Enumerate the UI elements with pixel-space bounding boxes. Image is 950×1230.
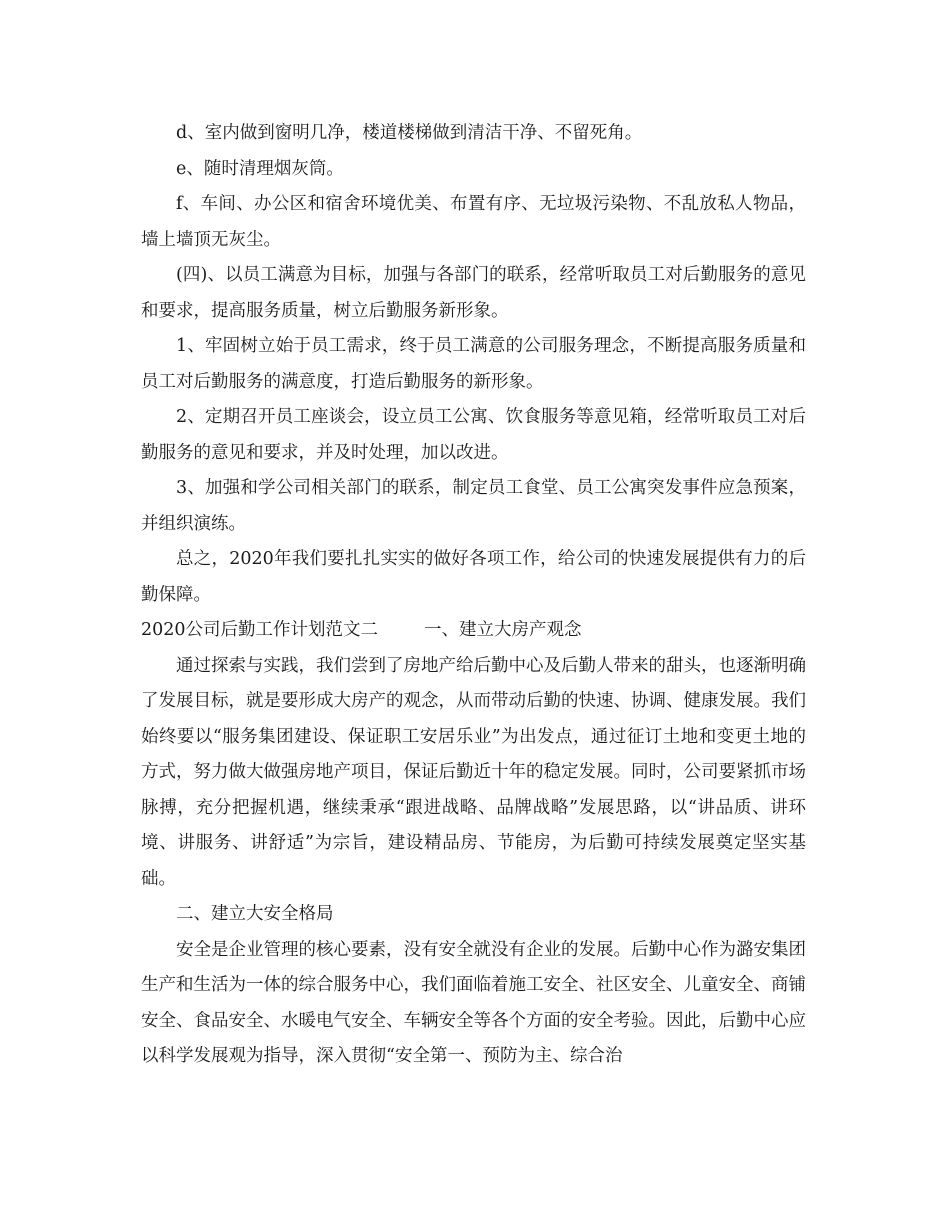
paragraph-item-2: 2、定期召开员工座谈会，设立员工公寓、饮食服务等意见箱，经常听取员工对后勤服务的意见和要求，并及时处理，加以改进。 bbox=[141, 407, 806, 463]
paragraph-summary: 总之，2020年我们要扎扎实实的做好各项工作，给公司的快速发展提供有力的后勤保障。 bbox=[141, 549, 806, 605]
heading-safety: 二、建立大安全格局 bbox=[176, 904, 334, 924]
paragraph-section-four: (四)、以员工满意为目标，加强与各部门的联系，经常听取员工对后勤服务的意见和要求，提高服务质量，树立后勤服务新形象。 bbox=[141, 265, 806, 321]
section-title: 2020公司后勤工作计划范文二 bbox=[141, 620, 379, 640]
section-heading-line bbox=[141, 613, 806, 649]
paragraph-real-estate: 通过探索与实践，我们尝到了房地产给后勤中心及后勤人带来的甜头，也逐渐明确了发展目标，就是要形成大房产的观念，从而带动后勤的快速、协调、健康发展。我们始终要以“服务集团建设、保证职工安居乐业”为出发点，通过征订土地和变更土地的方式，努力做大做强房地产项目，保证后勤近十年的稳定发展。同时，公司要紧抓市场脉搏，充分把握机遇，继续秉承“跟进战略、品牌战略”发展思路，以“讲品质、讲环境、讲服务、讲舒适”为宗旨，建设精品房、节能房，为后勤可持续发展奠定坚实基础。 bbox=[141, 655, 806, 889]
section-subtitle: 一、建立大房产观念 bbox=[424, 620, 582, 640]
document-body bbox=[141, 116, 806, 1075]
paragraph-item-1: 1、牢固树立始于员工需求，终于员工满意的公司服务理念，不断提高服务质量和员工对后勤服务的满意度，打造后勤服务的新形象。 bbox=[141, 336, 806, 392]
paragraph-item-e: e、随时清理烟灰筒。 bbox=[176, 158, 344, 179]
paragraph-item-3: 3、加强和学公司相关部门的联系，制定员工食堂、员工公寓突发事件应急预案，并组织演练。 bbox=[141, 478, 806, 534]
paragraph-safety: 安全是企业管理的核心要素，没有安全就没有企业的发展。后勤中心作为潞安集团生产和生活为一体的综合服务中心，我们面临着施工安全、社区安全、儿童安全、商铺安全、食品安全、水暖电气安全、车辆安全等各个方面的安全考验。因此，后勤中心应以科学发展观为指导，深入贯彻“安全第一、预防为主、综合治 bbox=[141, 939, 806, 1066]
paragraph-item-f: f、车间、办公区和宿舍环境优美、布置有序、无垃圾污染物、不乱放私人物品，墙上墙顶无灰尘。 bbox=[141, 194, 806, 250]
paragraph-item-d: d、室内做到窗明几净，楼道楼梯做到清洁干净、不留死角。 bbox=[176, 123, 643, 143]
